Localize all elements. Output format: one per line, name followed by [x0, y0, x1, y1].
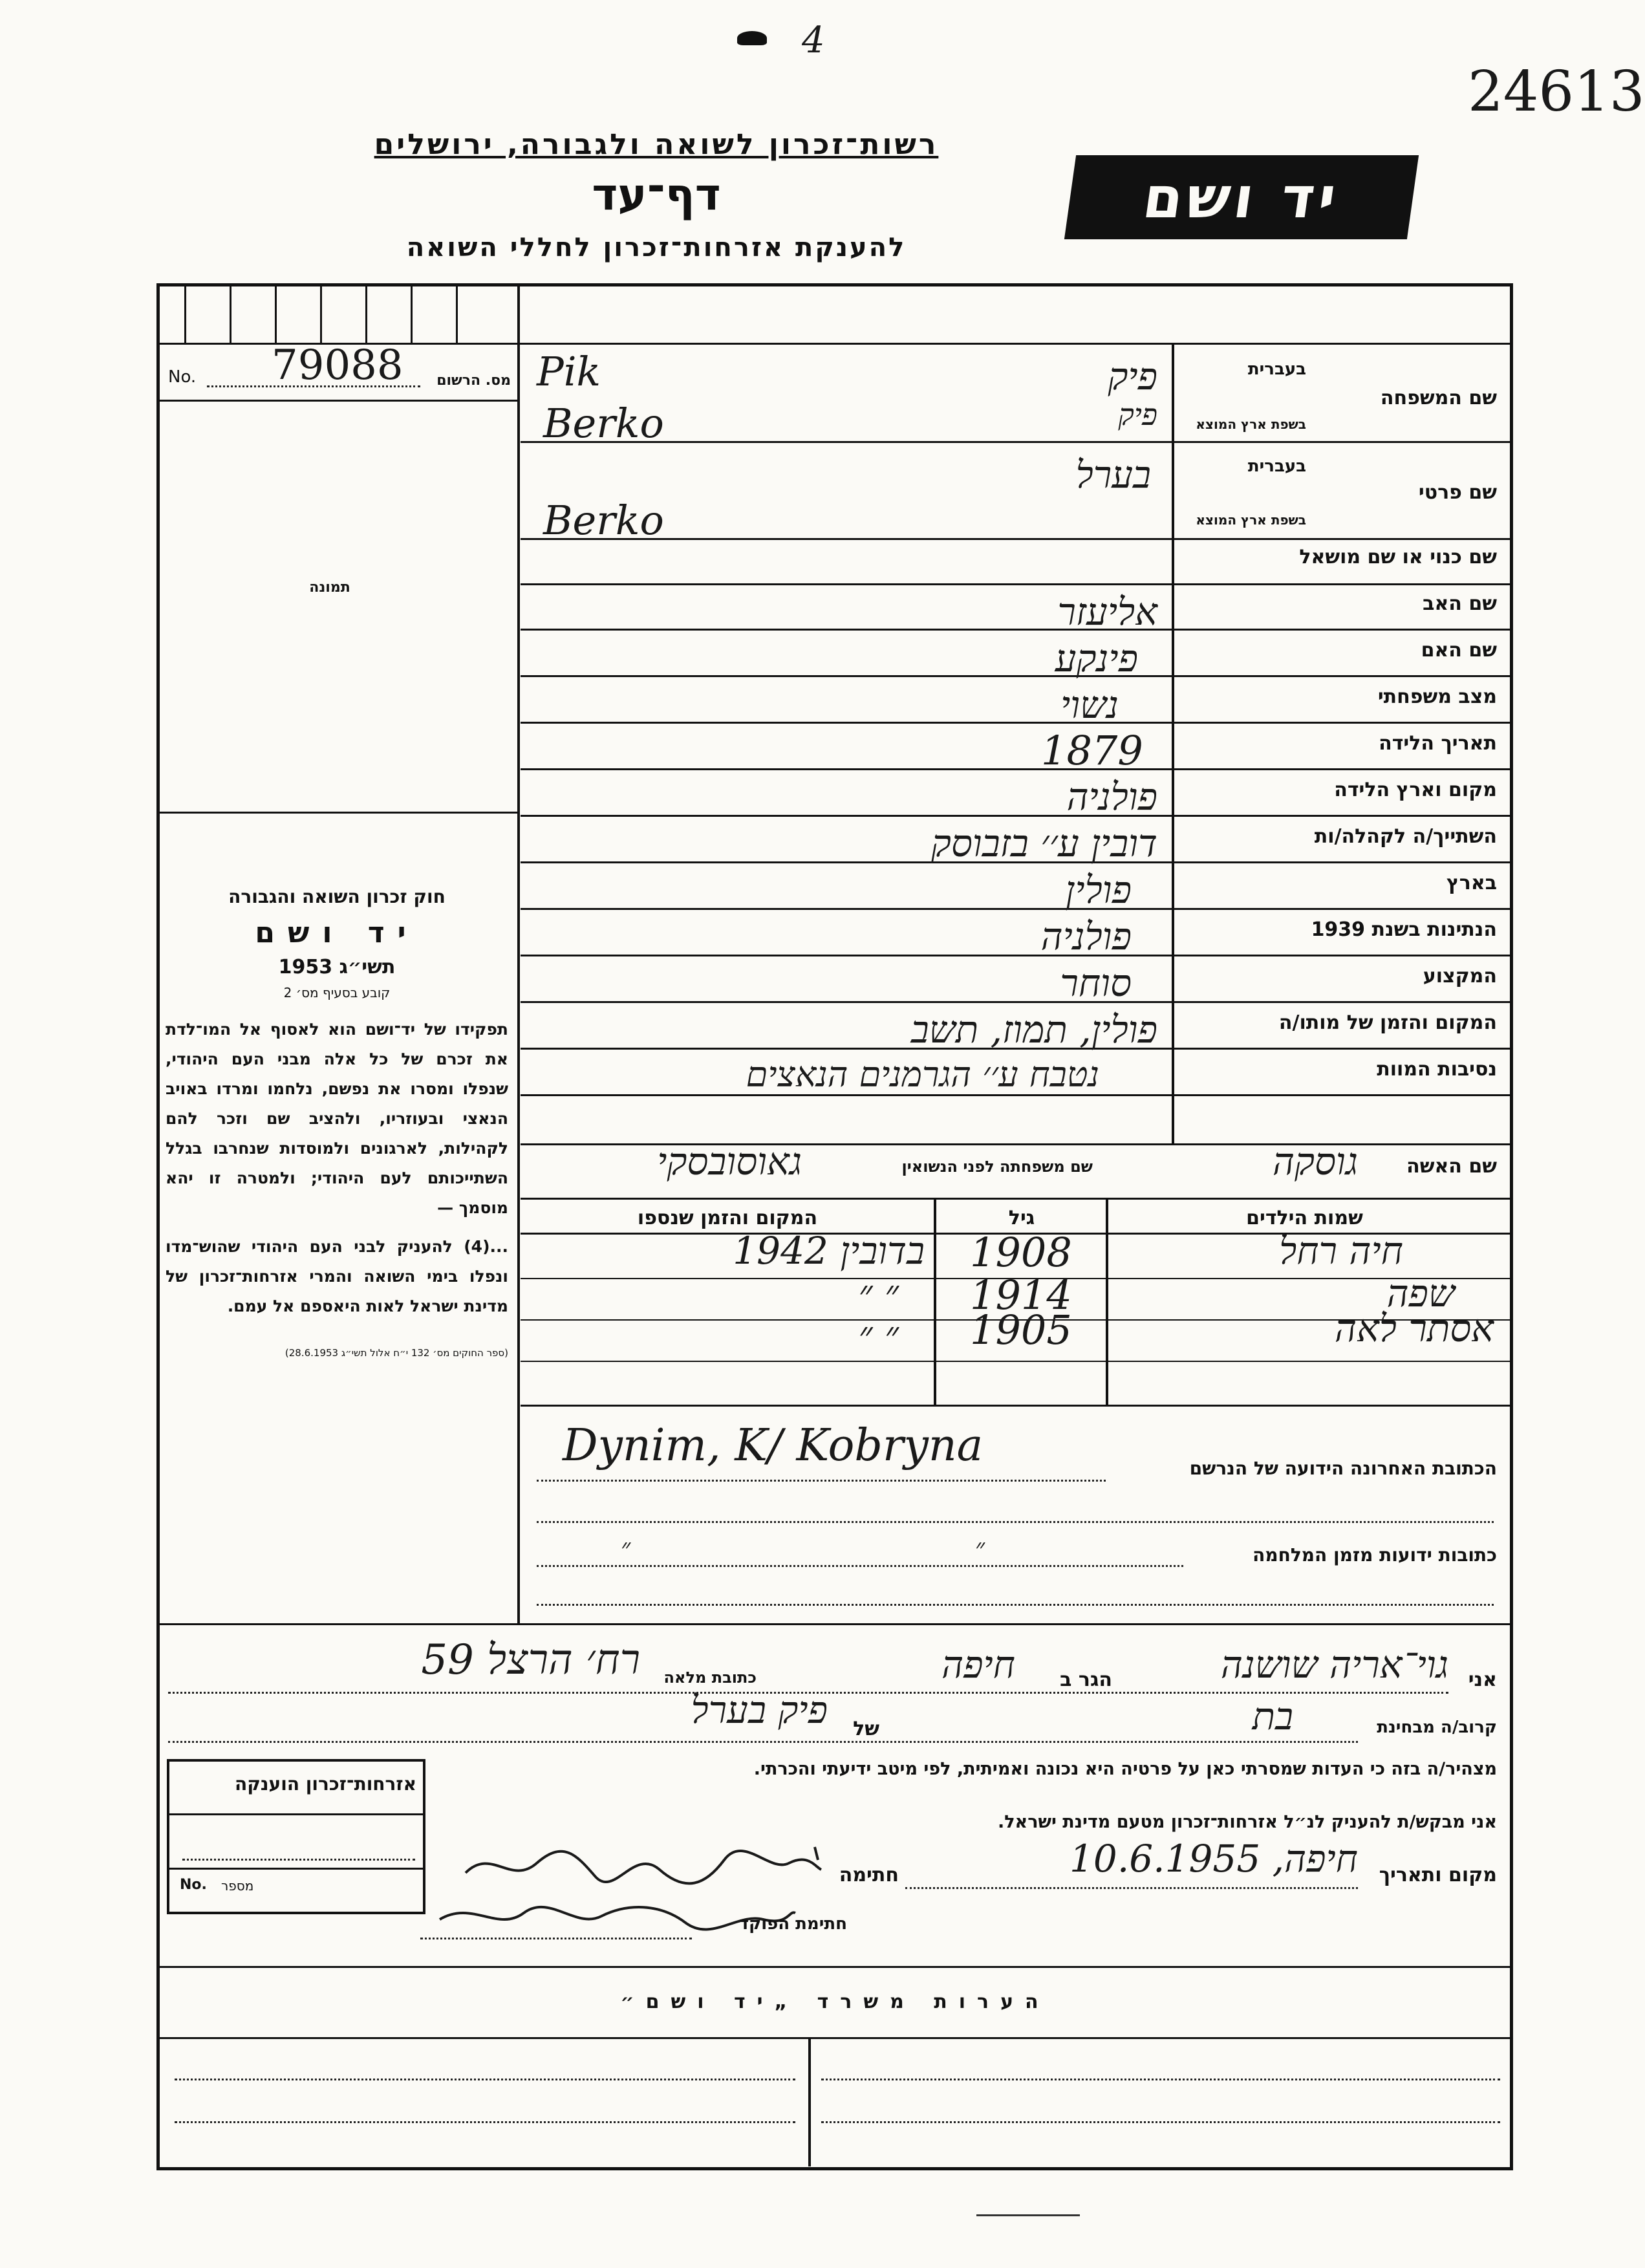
row-line-given — [521, 538, 1512, 540]
father-label: שם האב — [1423, 592, 1497, 615]
wartime-address-label: כתובות ידועות מזמן המלחמה — [1253, 1544, 1497, 1566]
place-date-value: חיפה, 10.6.1955 — [1070, 1837, 1358, 1881]
last-address-value: Dynim, K/ Kobryna — [563, 1420, 984, 1471]
remarks-line-2 — [175, 2121, 795, 2123]
form-subtitle: להענקת אזרחות־זכרון לחללי השואה — [406, 233, 907, 263]
remarks-divider — [808, 2037, 811, 2166]
origin-language-label-1: בשפת ארץ המוצא — [1196, 416, 1306, 432]
row-line-family — [521, 441, 1512, 443]
father-value: אליעזר — [1057, 590, 1157, 634]
remarks-line-1b — [821, 2079, 1500, 2080]
in-hebrew-label-2: בעברית — [1247, 457, 1306, 476]
country-label: בארץ — [1446, 872, 1497, 894]
registration-no-value: 79088 — [272, 341, 403, 389]
child-place: בדובין 1942 — [733, 1229, 925, 1273]
comb-boxes — [158, 285, 517, 343]
remarks-line-1 — [175, 2079, 795, 2080]
law-year: תשי״ג 1953 — [278, 956, 396, 978]
community-value: דובין ע׳׳ בזבוסק — [930, 821, 1157, 865]
birthdate-value: 1879 — [1041, 727, 1143, 774]
registration-no-heb-label: מס. הרשום — [436, 373, 511, 389]
citizenship-1939-label: הנתינות בשנת 1939 — [1311, 918, 1497, 941]
law-title: חוק זכרון השואה והגבורה — [228, 886, 446, 907]
remarks-title-line — [158, 2037, 1512, 2039]
origin-language-label-2: בשפת ארץ המוצא — [1196, 512, 1306, 528]
citizenship-granted-box — [167, 1759, 425, 1914]
request-text: אני מבקש/ת להעניק לנ״ל אזרחות־זכרון מטעם מדינת ישראל. — [997, 1812, 1497, 1832]
family-name-heb-value: פיק — [1108, 354, 1157, 398]
children-header-names: שמות הילדים — [1246, 1207, 1363, 1229]
mother-label: שם האם — [1421, 639, 1497, 662]
mother-value: פינקע — [1055, 636, 1138, 680]
citizenship-box-title: אזרחות־זכרון הוענקה — [235, 1773, 416, 1795]
photo-bottom-divider — [158, 812, 519, 814]
signature-label: חתימה — [839, 1864, 899, 1886]
family-name-orig-latin-value: Berko — [543, 400, 664, 447]
relative-line — [168, 1741, 1358, 1743]
law-clause: קובע בסעיף מס׳ 2 — [283, 985, 391, 1000]
child-age: 1905 — [970, 1306, 1072, 1354]
death-place-label: המקום והזמן של מותו/ה — [1278, 1011, 1497, 1034]
child-age: 1908 — [970, 1229, 1072, 1276]
left-column-divider — [517, 285, 520, 1623]
law-source: (ספר החוקים מס׳ 132 י״ח אלול תשי״ג 28.6.1953) — [285, 1347, 508, 1359]
occupation-value: סוחר — [1060, 961, 1132, 1005]
death-cause-label: נסיבות המוות — [1377, 1058, 1497, 1081]
given-name-heb-value: בערל — [1075, 453, 1151, 497]
citizenship-value: פולניה — [1040, 914, 1132, 958]
place-date-label: מקום ותאריך — [1379, 1864, 1497, 1886]
child-name: חיה רחל — [1279, 1229, 1403, 1273]
bottom-mark — [976, 2214, 1080, 2216]
law-block — [166, 886, 508, 1359]
last-address-label: הכתובת האחרונה הידועה של הנרשם — [1189, 1458, 1497, 1479]
children-header-place: המקום והזמן שנספו — [637, 1207, 818, 1229]
wartime-marks: ״ ״ — [621, 1533, 985, 1563]
spouse-bottom-line — [521, 1198, 1512, 1200]
community-label: השתייך/ה לקהלה/ות — [1314, 825, 1497, 848]
death-place-value: פולין, תמוז, תשב — [910, 1008, 1157, 1052]
occupation-label: המקצוע — [1423, 965, 1497, 988]
wartime-address-line-2 — [537, 1604, 1494, 1606]
authority-name: רשות־זכרון לשואה ולגבורה, ירושלים — [374, 128, 939, 161]
declarant-name-value: גוי־אריה שושנה — [1220, 1643, 1448, 1687]
child-age: 1914 — [970, 1271, 1072, 1319]
archive-number: 24613 — [1468, 59, 1645, 124]
place-date-line — [905, 1887, 1358, 1889]
marital-value: נשוי — [1060, 683, 1119, 727]
page-scribble-mark — [737, 31, 767, 45]
family-name-orig-heb-value: פיק — [1118, 397, 1157, 432]
family-name-label: שם המשפחה — [1380, 387, 1497, 409]
addresses-bottom-line — [158, 1623, 1512, 1625]
page-mark: 4 — [802, 19, 825, 61]
citizenship-box-number-label: מספר — [221, 1878, 254, 1894]
last-address-line-2 — [537, 1521, 1494, 1523]
of-value: פיק בערל — [691, 1688, 828, 1732]
country-value: פולין — [1065, 868, 1132, 912]
remarks-line-2b — [821, 2121, 1500, 2123]
birthdate-label: תאריך הלידה — [1379, 732, 1497, 755]
of-label: של — [853, 1718, 879, 1740]
relation-value: בת — [1252, 1694, 1293, 1738]
reg-no-divider — [158, 400, 519, 402]
officer-signature-label: חתימת הפוקד — [738, 1914, 847, 1934]
wartime-address-line — [537, 1565, 1183, 1567]
child-place: ״ ״ — [858, 1271, 899, 1315]
wife-value: גוסקה — [1272, 1139, 1358, 1183]
declarant-address-value: רח׳ הרצל 59 — [421, 1636, 640, 1684]
child-name: שפה — [1386, 1271, 1455, 1315]
in-hebrew-label-1: בעברית — [1247, 360, 1306, 379]
remarks-top-line — [158, 1966, 1512, 1968]
full-address-label: כתובת מלאה — [663, 1669, 757, 1687]
declaration-text: מצהיר/ה בזה כי העדות שמסרתי כאן על פרטיה היא נכונה ואמיתית, לפי מיטב ידיעתי והכרתי. — [753, 1759, 1497, 1779]
nickname-label: שם כנוי או שם מושאל — [1299, 546, 1497, 568]
children-col-divider-2 — [934, 1198, 936, 1405]
given-name-label: שם פרטי — [1418, 481, 1497, 504]
child-name: אסתר לאה — [1334, 1306, 1494, 1350]
children-col-divider-1 — [1106, 1198, 1108, 1405]
children-bottom-line — [521, 1405, 1512, 1407]
death-cause-value: נטבח ע׳׳ הגרמנים הנאצים — [746, 1054, 1099, 1095]
children-row-line-3 — [521, 1361, 1512, 1362]
logo-text: יד ושם — [1139, 164, 1344, 231]
photo-label: תמונה — [309, 579, 350, 596]
declarant-i-label: אני — [1468, 1669, 1497, 1691]
law-name: יד ושם — [255, 916, 419, 949]
remarks-title: הערות משרד „יד ושם״ — [620, 1991, 1050, 2013]
relative-label: קרוב/ה מבחינת — [1377, 1718, 1497, 1737]
city-value: חיפה — [941, 1643, 1015, 1687]
law-item-4: ...(4) להעניק לבני העם היהודי שהוש־מדו ונפלו בימי השואה והמרי אזרחות־זכרון של מדינת ישראל לאות היאספם אל עמם. — [166, 1237, 508, 1315]
marital-label: מצב משפחתי — [1377, 686, 1497, 708]
children-header-age: גיל — [1008, 1207, 1035, 1229]
child-place: ״ ״ — [858, 1313, 899, 1357]
form-title: דף־עד — [592, 169, 721, 221]
maiden-name-value: גאוסובסקי — [657, 1139, 802, 1183]
officer-signature-line — [420, 1938, 692, 1939]
wife-label: שם האשה — [1406, 1155, 1497, 1178]
law-body: תפקידו של יד־ושם הוא לאסוף אל המו־לדת את זכרם של כל אלה מבני העם היהודי, שנפלו ומסרו את נפשם, נלחמו ומרדו באויב הנאצי ובעוזריו, ולהציב שם וזכר להם לקהילות, לארגונים ולמוסדות שנחרבו בגלל השתייכותם לעם היהודי; ולמטרה זו יהא מוסמך — — [166, 1020, 508, 1217]
row-line-nickname — [521, 583, 1512, 585]
family-name-latin-value: Pik — [537, 348, 601, 395]
registration-no-label: No. — [168, 367, 197, 387]
citizenship-box-no-label: No. — [180, 1877, 207, 1893]
birthplace-label: מקום וארץ הלידה — [1334, 779, 1497, 801]
yad-vashem-logo — [1064, 155, 1419, 239]
row-line-birthdate — [521, 768, 1512, 770]
last-address-line — [537, 1480, 1106, 1482]
given-name-latin-value: Berko — [543, 497, 664, 544]
maiden-name-label: שם משפחתה לפני הנשואין — [901, 1158, 1093, 1176]
living-in-label: הגר ב — [1060, 1669, 1112, 1691]
label-divider — [1172, 343, 1174, 1145]
birthplace-value: פולניה — [1066, 775, 1157, 819]
